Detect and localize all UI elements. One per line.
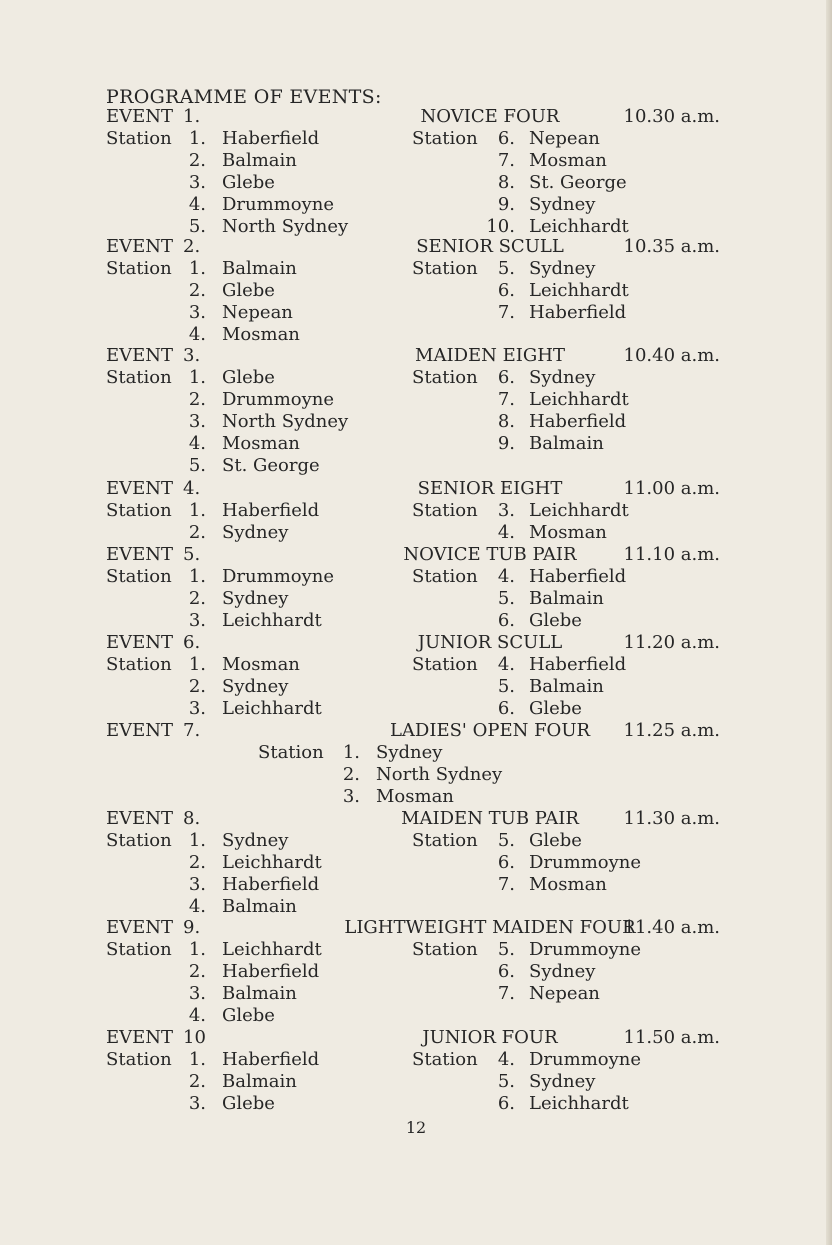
station-number: 1.: [188, 499, 206, 521]
station-label: Station: [106, 829, 172, 851]
club-name: Glebe: [222, 1004, 275, 1026]
station-label: Station: [106, 565, 172, 587]
club-name: Drummoyne: [222, 388, 335, 410]
event-time: 11.00 a.m.: [623, 478, 720, 499]
station-label: Station: [106, 1048, 172, 1070]
station-number: 1.: [188, 565, 206, 587]
club-name: Leichhardt: [529, 388, 629, 410]
station-number: 2.: [188, 279, 206, 301]
station-number: 1.: [342, 741, 360, 763]
station-number: 7.: [497, 982, 515, 1004]
page-edge: [826, 0, 832, 1245]
event-time: 11.10 a.m.: [623, 544, 720, 565]
station-number: 3.: [497, 499, 515, 521]
club-name: Balmain: [529, 675, 604, 697]
club-name: Nepean: [529, 982, 600, 1004]
station-number: 3.: [188, 873, 206, 895]
club-name: St. George: [529, 171, 627, 193]
event-label: EVENT: [106, 632, 174, 653]
station-number: 5.: [188, 454, 206, 476]
event-label: EVENT: [106, 236, 174, 257]
station-number: 6.: [497, 127, 515, 149]
station-label: Station: [412, 565, 478, 587]
station-number: 6.: [497, 697, 515, 719]
club-name: Mosman: [529, 521, 607, 543]
event-number: 3.: [183, 345, 201, 366]
station-label: Station: [412, 257, 478, 279]
club-name: St. George: [222, 454, 320, 476]
station-number: 1.: [188, 257, 206, 279]
station-number: 4.: [497, 521, 515, 543]
event-number: 10: [183, 1027, 206, 1048]
club-name: Sydney: [529, 257, 596, 279]
event-title: JUNIOR FOUR: [422, 1027, 558, 1048]
station-number: 3.: [188, 171, 206, 193]
station-number: 4.: [188, 895, 206, 917]
club-name: North Sydney: [222, 215, 349, 237]
station-number: 1.: [188, 653, 206, 675]
club-name: Haberfield: [529, 653, 627, 675]
club-name: Mosman: [529, 873, 607, 895]
station-number: 3.: [188, 982, 206, 1004]
station-number: 2.: [188, 851, 206, 873]
station-number: 2.: [188, 149, 206, 171]
station-label: Station: [106, 938, 172, 960]
station-number: 9.: [497, 193, 515, 215]
station-number: 4.: [188, 323, 206, 345]
event-title: SENIOR EIGHT: [417, 478, 563, 499]
station-number: 1.: [188, 1048, 206, 1070]
club-name: Leichhardt: [222, 697, 322, 719]
club-name: Haberfield: [222, 1048, 320, 1070]
event-title: MAIDEN TUB PAIR: [401, 808, 579, 829]
event-title: LIGHTWEIGHT MAIDEN FOUR: [344, 917, 636, 938]
event-label: EVENT: [106, 720, 174, 741]
club-name: North Sydney: [222, 410, 349, 432]
station-number: 4.: [497, 653, 515, 675]
event-label: EVENT: [106, 917, 174, 938]
event-title: SENIOR SCULL: [416, 236, 564, 257]
club-name: Glebe: [222, 366, 275, 388]
station-label: Station: [412, 938, 478, 960]
station-label: Station: [106, 499, 172, 521]
club-name: Sydney: [529, 960, 596, 982]
club-name: Haberfield: [222, 127, 320, 149]
station-number: 4.: [497, 1048, 515, 1070]
club-name: Glebe: [529, 697, 582, 719]
event-number: 8.: [183, 808, 201, 829]
station-number: 5.: [497, 675, 515, 697]
club-name: North Sydney: [376, 763, 503, 785]
station-label: Station: [412, 1048, 478, 1070]
station-number: 2.: [188, 521, 206, 543]
event-number: 5.: [183, 544, 201, 565]
event-label: EVENT: [106, 808, 174, 829]
station-number: 7.: [497, 873, 515, 895]
event-label: EVENT: [106, 544, 174, 565]
station-number: 4.: [497, 565, 515, 587]
event-time: 10.40 a.m.: [623, 345, 720, 366]
event-time: 11.30 a.m.: [623, 808, 720, 829]
club-name: Drummoyne: [529, 938, 642, 960]
station-label: Station: [412, 127, 478, 149]
club-name: Sydney: [222, 521, 289, 543]
station-number: 5.: [497, 587, 515, 609]
club-name: Sydney: [529, 193, 596, 215]
club-name: Leichhardt: [529, 499, 629, 521]
station-number: 3.: [188, 609, 206, 631]
club-name: Mosman: [222, 323, 300, 345]
station-label: Station: [412, 653, 478, 675]
club-name: Sydney: [222, 587, 289, 609]
club-name: Haberfield: [529, 410, 627, 432]
club-name: Haberfield: [222, 499, 320, 521]
station-number: 8.: [497, 410, 515, 432]
station-number: 6.: [497, 609, 515, 631]
station-number: 1.: [188, 366, 206, 388]
event-time: 11.25 a.m.: [623, 720, 720, 741]
event-title: JUNIOR SCULL: [417, 632, 563, 653]
station-number: 2.: [188, 675, 206, 697]
station-number: 6.: [497, 1092, 515, 1114]
club-name: Balmain: [222, 149, 297, 171]
club-name: Sydney: [222, 675, 289, 697]
club-name: Balmain: [222, 982, 297, 1004]
club-name: Nepean: [222, 301, 293, 323]
station-number: 6.: [497, 851, 515, 873]
event-number: 2.: [183, 236, 201, 257]
station-label: Station: [412, 366, 478, 388]
event-time: 11.40 a.m.: [623, 917, 720, 938]
club-name: Sydney: [376, 741, 443, 763]
club-name: Sydney: [222, 829, 289, 851]
club-name: Drummoyne: [222, 565, 335, 587]
event-title: LADIES' OPEN FOUR: [389, 720, 591, 741]
station-number: 1.: [188, 829, 206, 851]
event-title: MAIDEN EIGHT: [415, 345, 565, 366]
club-name: Balmain: [222, 1070, 297, 1092]
club-name: Haberfield: [529, 301, 627, 323]
club-name: Glebe: [222, 1092, 275, 1114]
station-number: 5.: [497, 1070, 515, 1092]
club-name: Mosman: [376, 785, 454, 807]
event-label: EVENT: [106, 345, 174, 366]
club-name: Leichhardt: [529, 1092, 629, 1114]
station-number: 6.: [497, 960, 515, 982]
station-number: 6.: [497, 366, 515, 388]
station-number: 8.: [497, 171, 515, 193]
club-name: Haberfield: [529, 565, 627, 587]
station-number: 5.: [188, 215, 206, 237]
station-number: 4.: [188, 1004, 206, 1026]
station-number: 3.: [188, 1092, 206, 1114]
event-number: 6.: [183, 632, 201, 653]
club-name: Haberfield: [222, 873, 320, 895]
station-number: 10.: [486, 215, 515, 237]
station-number: 2.: [188, 587, 206, 609]
club-name: Mosman: [529, 149, 607, 171]
club-name: Balmain: [529, 432, 604, 454]
club-name: Haberfield: [222, 960, 320, 982]
station-label: Station: [258, 741, 324, 763]
page-number: 12: [405, 1118, 427, 1137]
station-number: 7.: [497, 149, 515, 171]
club-name: Leichhardt: [529, 279, 629, 301]
club-name: Leichhardt: [222, 851, 322, 873]
event-time: 10.35 a.m.: [623, 236, 720, 257]
event-time: 11.20 a.m.: [623, 632, 720, 653]
event-time: 11.50 a.m.: [623, 1027, 720, 1048]
club-name: Mosman: [222, 432, 300, 454]
station-number: 4.: [188, 193, 206, 215]
club-name: Drummoyne: [529, 851, 642, 873]
station-number: 2.: [188, 1070, 206, 1092]
station-number: 3.: [188, 410, 206, 432]
event-number: 1.: [183, 106, 201, 127]
club-name: Nepean: [529, 127, 600, 149]
station-label: Station: [106, 257, 172, 279]
station-number: 3.: [188, 697, 206, 719]
club-name: Leichhardt: [529, 215, 629, 237]
club-name: Leichhardt: [222, 938, 322, 960]
club-name: Balmain: [222, 257, 297, 279]
club-name: Glebe: [222, 279, 275, 301]
station-label: Station: [412, 829, 478, 851]
event-number: 9.: [183, 917, 201, 938]
club-name: Sydney: [529, 1070, 596, 1092]
event-title: NOVICE TUB PAIR: [403, 544, 577, 565]
station-number: 5.: [497, 938, 515, 960]
club-name: Balmain: [222, 895, 297, 917]
event-time: 10.30 a.m.: [623, 106, 720, 127]
station-number: 5.: [497, 829, 515, 851]
event-title: NOVICE FOUR: [420, 106, 560, 127]
station-label: Station: [106, 653, 172, 675]
station-number: 7.: [497, 388, 515, 410]
station-number: 9.: [497, 432, 515, 454]
station-number: 6.: [497, 279, 515, 301]
event-number: 7.: [183, 720, 201, 741]
club-name: Drummoyne: [222, 193, 335, 215]
station-label: Station: [106, 127, 172, 149]
club-name: Glebe: [529, 609, 582, 631]
event-label: EVENT: [106, 478, 174, 499]
page-heading: PROGRAMME OF EVENTS:: [106, 86, 382, 108]
club-name: Sydney: [529, 366, 596, 388]
event-number: 4.: [183, 478, 201, 499]
station-number: 3.: [188, 301, 206, 323]
station-number: 3.: [342, 785, 360, 807]
station-number: 7.: [497, 301, 515, 323]
station-number: 2.: [188, 960, 206, 982]
station-number: 2.: [188, 388, 206, 410]
station-number: 1.: [188, 127, 206, 149]
station-number: 4.: [188, 432, 206, 454]
station-number: 2.: [342, 763, 360, 785]
event-label: EVENT: [106, 1027, 174, 1048]
club-name: Glebe: [529, 829, 582, 851]
club-name: Leichhardt: [222, 609, 322, 631]
club-name: Drummoyne: [529, 1048, 642, 1070]
station-label: Station: [412, 499, 478, 521]
club-name: Mosman: [222, 653, 300, 675]
club-name: Glebe: [222, 171, 275, 193]
event-label: EVENT: [106, 106, 174, 127]
station-number: 5.: [497, 257, 515, 279]
station-number: 1.: [188, 938, 206, 960]
station-label: Station: [106, 366, 172, 388]
club-name: Balmain: [529, 587, 604, 609]
